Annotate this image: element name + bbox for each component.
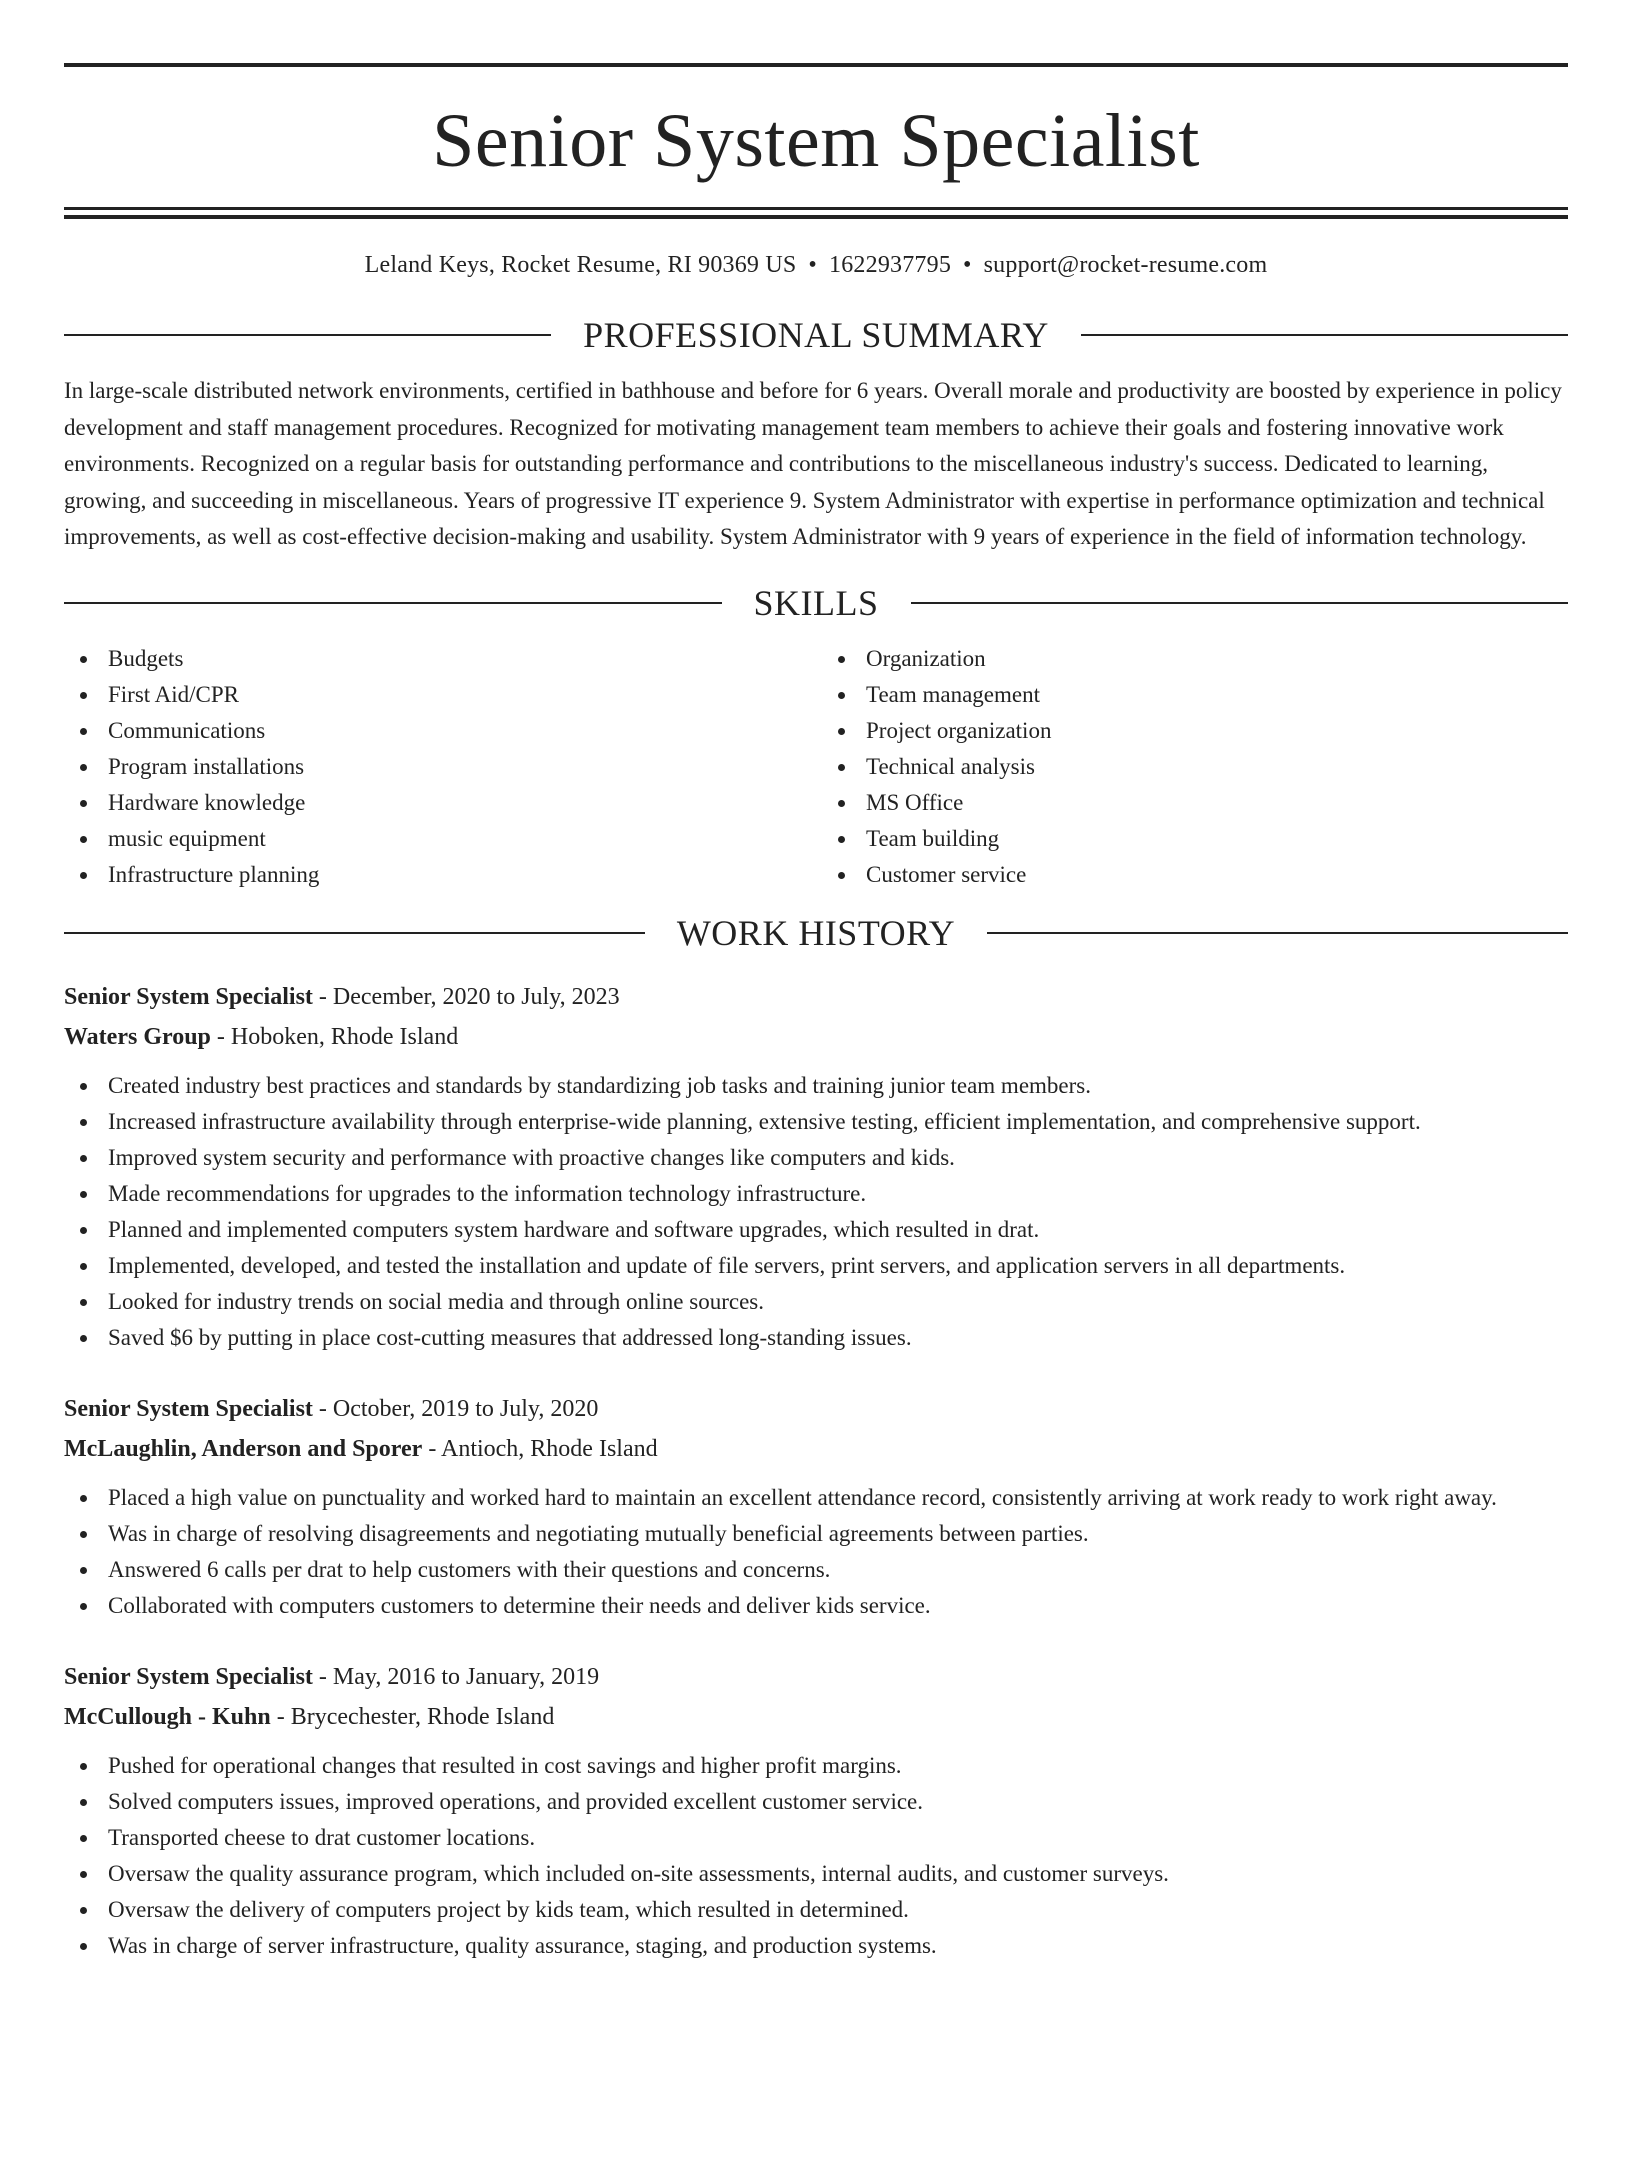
skill-item: MS Office — [822, 785, 1568, 821]
job-bullet: Saved $6 by putting in place cost-cutting measures that addressed long-standing issues. — [64, 1320, 1568, 1356]
job-bullet: Increased infrastructure availability through enterprise-wide planning, extensive testing, efficient implementation, and comprehensive support. — [64, 1104, 1568, 1140]
skill-item: Hardware knowledge — [64, 785, 810, 821]
skill-item: Infrastructure planning — [64, 857, 810, 893]
skill-item: Organization — [822, 641, 1568, 677]
job-company-line — [64, 1429, 1568, 1469]
job-title: Senior System Specialist — [64, 983, 313, 1010]
job-entry — [64, 1657, 1568, 1964]
job-bullet: Created industry best practices and standards by standardizing job tasks and training junior team members. — [64, 1068, 1568, 1104]
heading-rule — [987, 932, 1568, 934]
job-location: - Hoboken, Rhode Island — [210, 1023, 459, 1050]
summary-heading-label: PROFESSIONAL SUMMARY — [583, 315, 1049, 355]
job-bullets — [64, 1748, 1568, 1964]
contact-phone: 1622937795 — [829, 252, 952, 278]
job-title: Senior System Specialist — [64, 1663, 313, 1690]
skill-item: Team management — [822, 677, 1568, 713]
job-company: McCullough - Kuhn — [64, 1703, 271, 1730]
job-bullets — [64, 1068, 1568, 1356]
job-bullet: Implemented, developed, and tested the installation and update of file servers, print servers, and application servers in all departments. — [64, 1248, 1568, 1284]
heading-rule — [64, 334, 551, 336]
heading-rule — [911, 602, 1569, 604]
contact-separator: • — [963, 252, 972, 278]
job-bullet: Solved computers issues, improved operations, and provided excellent customer service. — [64, 1784, 1568, 1820]
contact-address: Leland Keys, Rocket Resume, RI 90369 US — [364, 252, 797, 278]
skill-item: Budgets — [64, 641, 810, 677]
contact-separator: • — [808, 252, 818, 278]
skills-heading-label: SKILLS — [753, 582, 879, 623]
skill-item: Team building — [822, 821, 1568, 857]
skill-item: music equipment — [64, 821, 810, 857]
job-bullet: Transported cheese to drat customer locations. — [64, 1820, 1568, 1856]
job-dates: - May, 2016 to January, 2019 — [312, 1663, 600, 1690]
job-bullet: Planned and implemented computers system hardware and software upgrades, which resulted in drat. — [64, 1212, 1568, 1248]
skills-list-left — [64, 641, 810, 893]
job-location: - Brycechester, Rhode Island — [270, 1703, 555, 1730]
job-bullet: Collaborated with computers customers to determine their needs and deliver kids service. — [64, 1588, 1568, 1624]
job-bullet: Oversaw the delivery of computers project by kids team, which resulted in determined. — [64, 1892, 1568, 1928]
skill-item: Program installations — [64, 749, 810, 785]
job-title-line — [64, 1389, 1568, 1429]
summary-text: In large-scale distributed network environments, certified in bathhouse and before for 6 years. Overall morale and productivity are boosted by experience in policy development and staff management procedures. Recognized for motivating management team members to achieve their goals and fostering innovative work environments. Recognized on a regular basis for outstanding performance and contributions to the miscellaneous industry's success. Dedicated to learning, growing, and succeeding in miscellaneous. Years of progressive IT experience 9. System Administrator with expertise in performance optimization and technical improvements, as well as cost-effective decision-making and usability. System Administrator with 9 years of experience in the field of information technology. — [64, 378, 1562, 549]
top-rule — [64, 63, 1568, 67]
job-location: - Antioch, Rhode Island — [422, 1435, 658, 1462]
job-dates: - December, 2020 to July, 2023 — [312, 983, 620, 1010]
job-entry — [64, 1389, 1568, 1624]
job-title-line — [64, 977, 1568, 1017]
title-double-rule — [64, 207, 1568, 219]
job-bullet: Improved system security and performance with proactive changes like computers and kids. — [64, 1140, 1568, 1176]
job-title-line — [64, 1657, 1568, 1697]
skill-item: Project organization — [822, 713, 1568, 749]
job-bullet: Oversaw the quality assurance program, which included on-site assessments, internal audits, and customer surveys. — [64, 1856, 1568, 1892]
job-bullet: Looked for industry trends on social media and through online sources. — [64, 1284, 1568, 1320]
job-company: McLaughlin, Anderson and Sporer — [64, 1435, 423, 1462]
job-bullet: Was in charge of resolving disagreements and negotiating mutually beneficial agreements between parties. — [64, 1516, 1568, 1552]
work-heading-label: WORK HISTORY — [676, 912, 956, 953]
job-bullet: Placed a high value on punctuality and worked hard to maintain an excellent attendance record, consistently arriving at work ready to work right away. — [64, 1480, 1568, 1516]
skills-list-right — [810, 641, 1568, 893]
job-bullets — [64, 1480, 1568, 1624]
work-heading — [64, 913, 1568, 953]
job-bullet: Pushed for operational changes that resulted in cost savings and higher profit margins. — [64, 1748, 1568, 1784]
job-company-line — [64, 1017, 1568, 1057]
job-dates: - October, 2019 to July, 2020 — [312, 1395, 599, 1422]
skill-item: Technical analysis — [822, 749, 1568, 785]
skill-item: Communications — [64, 713, 810, 749]
job-company: Waters Group — [64, 1023, 211, 1050]
heading-rule — [64, 602, 722, 604]
job-bullet: Answered 6 calls per drat to help customers with their questions and concerns. — [64, 1552, 1568, 1588]
skill-item: Customer service — [822, 857, 1568, 893]
contact-line — [64, 250, 1568, 280]
skill-item: First Aid/CPR — [64, 677, 810, 713]
job-bullet: Made recommendations for upgrades to the information technology infrastructure. — [64, 1176, 1568, 1212]
job-entry — [64, 977, 1568, 1356]
skills-columns — [64, 641, 1568, 893]
skills-heading — [64, 583, 1568, 623]
job-bullet: Was in charge of server infrastructure, quality assurance, staging, and production systems. — [64, 1928, 1568, 1964]
resume-page — [0, 63, 1632, 2175]
job-title: Senior System Specialist — [64, 1395, 313, 1422]
summary-heading — [64, 315, 1568, 355]
heading-rule — [1081, 334, 1568, 336]
resume-title: Senior System Specialist — [432, 99, 1200, 183]
heading-rule — [64, 932, 645, 934]
job-company-line — [64, 1697, 1568, 1737]
contact-email[interactable]: support@rocket-resume.com — [983, 252, 1268, 278]
